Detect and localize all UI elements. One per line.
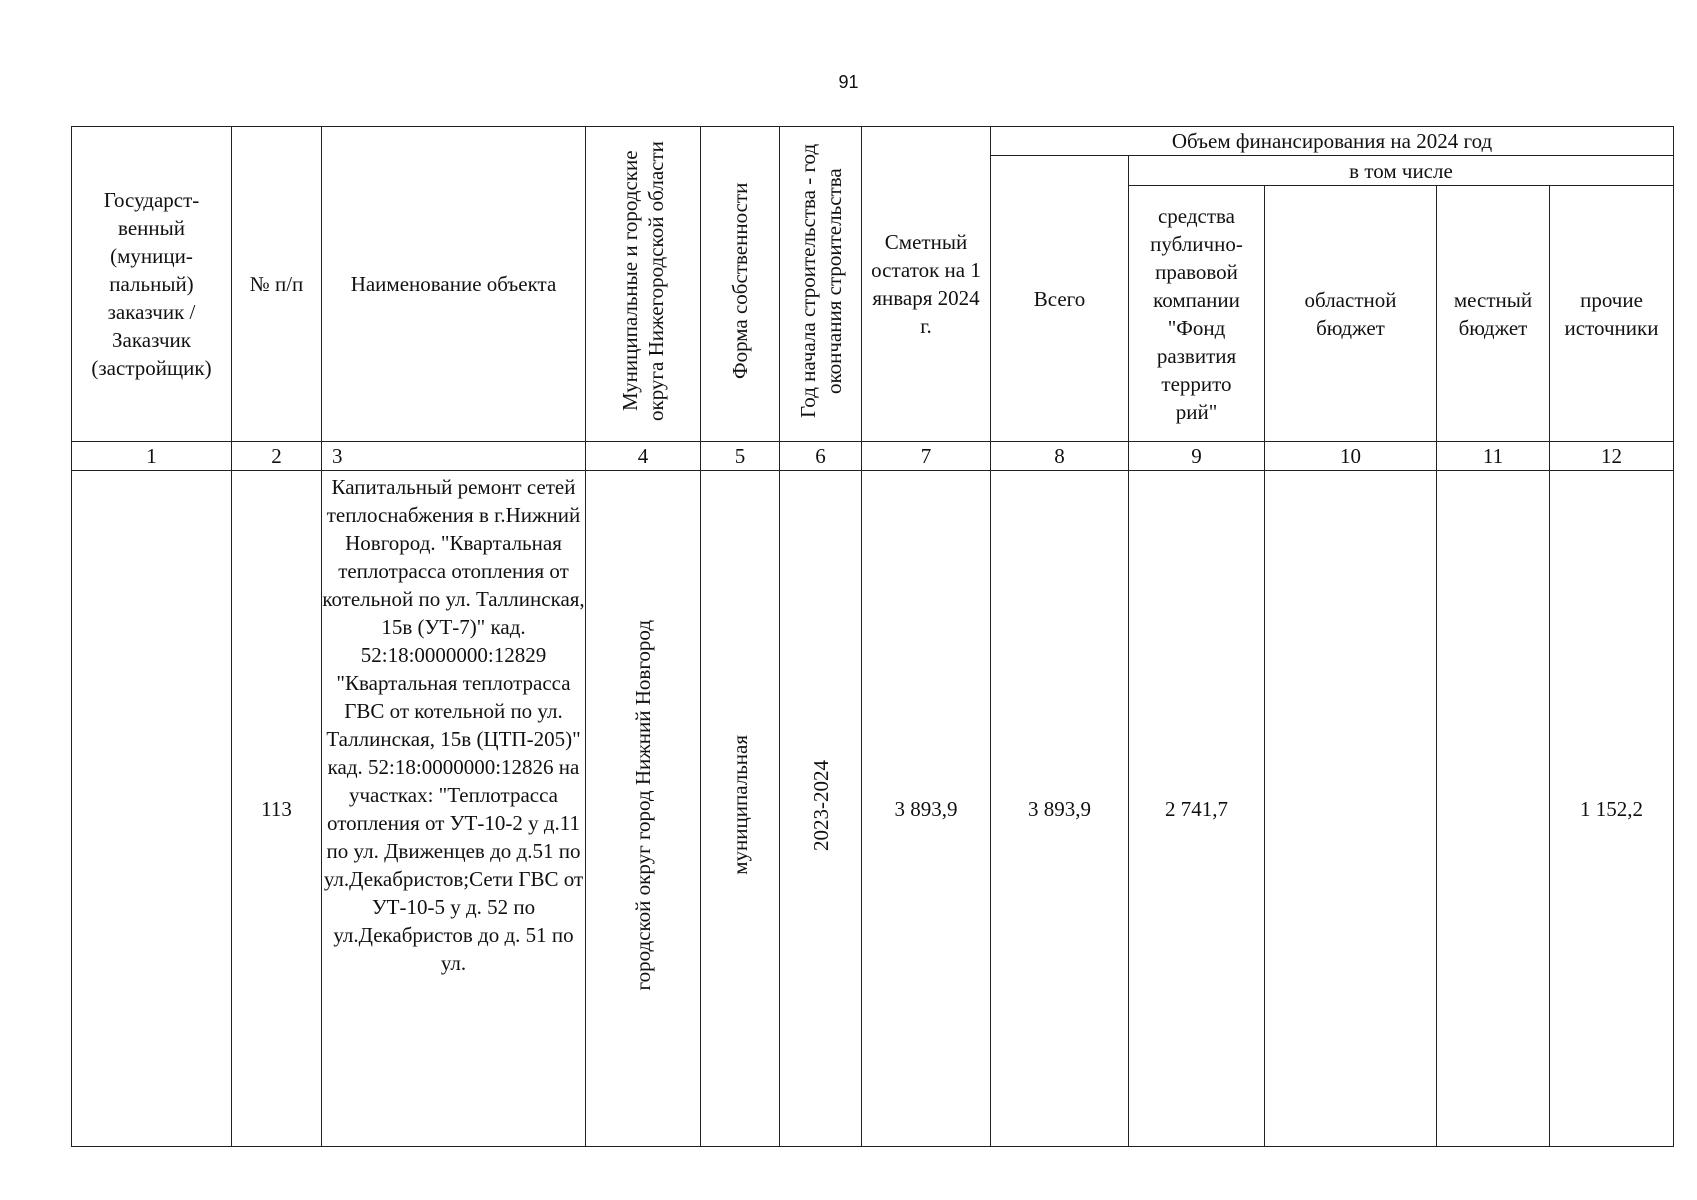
header-other-sources: прочие источники — [1550, 186, 1674, 442]
cell-estimate-balance: 3 893,9 — [862, 471, 991, 1147]
cell-row-no: 113 — [232, 471, 322, 1147]
header-ownership-label: Форма собственности — [728, 182, 752, 379]
cell-object-name — [322, 471, 586, 1147]
page-number: 91 — [838, 72, 859, 92]
header-local-budget: местный бюджет — [1437, 186, 1550, 442]
column-number: 1 — [72, 442, 232, 471]
cell-years — [780, 471, 862, 1147]
header-including: в том числе — [1129, 156, 1674, 186]
column-number: 12 — [1550, 442, 1674, 471]
cell-ownership-text: муниципальная — [728, 735, 752, 875]
header-years — [780, 127, 862, 442]
cell-customer — [72, 471, 232, 1147]
column-number: 7 — [862, 442, 991, 471]
header-customer: Государст-венный (муници-пальный) заказчик / Заказчик (застройщик) — [72, 127, 232, 442]
header-row-no: № п/п — [232, 127, 322, 442]
header-total: Всего — [991, 156, 1129, 442]
header-ownership — [701, 127, 780, 442]
cell-municipality — [586, 471, 701, 1147]
header-financing-title: Объем финансирования на 2024 год — [991, 127, 1674, 156]
column-number: 5 — [701, 442, 780, 471]
cell-object-name-text: Капитальный ремонт сетей теплоснабжения в г.Нижний Новгород. "Квартальная теплотрасса отопления от котельной по ул. Таллинская, 15в (УТ-7)" кад. 52:18:0000000:12829 "Квартальная теплотрасса ГВС от котельной по ул. Таллинская, 15в (ЦТП-205)" кад. 52:18:0000000:12826 на участках: "Теплотрасса отопления от УТ-10-2 у д.11 по ул. Движенцев до д.51 по ул.Декабристов;Сети ГВС от УТ-10-5 у д. 52 по ул.Декабристов до д. 51 по ул. — [322, 474, 585, 975]
cell-years-text: 2023-2024 — [808, 759, 833, 851]
cell-total: 3 893,9 — [991, 471, 1129, 1147]
table-row — [72, 471, 1674, 1147]
column-number: 2 — [232, 442, 322, 471]
header-regional-budget: областной бюджет — [1265, 186, 1437, 442]
column-number: 10 — [1265, 442, 1437, 471]
cell-other-sources: 1 152,2 — [1550, 471, 1674, 1147]
cell-fund: 2 741,7 — [1129, 471, 1265, 1147]
column-number: 9 — [1129, 442, 1265, 471]
header-municipality — [586, 127, 701, 442]
column-number: 4 — [586, 442, 701, 471]
column-number: 11 — [1437, 442, 1550, 471]
column-number: 3 — [322, 442, 586, 471]
cell-regional-budget — [1265, 471, 1437, 1147]
cell-ownership — [701, 471, 780, 1147]
header-years-label: Год начала строительства - год окончания строительства — [795, 143, 846, 418]
header-fund: средства публично-правовой компании "Фонд развития террито рий" — [1129, 186, 1265, 442]
cell-local-budget — [1437, 471, 1550, 1147]
header-object-name: Наименование объекта — [322, 127, 586, 442]
column-number: 6 — [780, 442, 862, 471]
header-estimate-balance: Сметный остаток на 1 января 2024 г. — [862, 127, 991, 442]
header-municipality-label: Муниципальные и городские округа Нижегородской области — [618, 140, 668, 421]
financing-table — [71, 126, 1674, 1147]
cell-municipality-text: городской округ город Нижний Новгород — [631, 619, 655, 991]
column-number: 8 — [991, 442, 1129, 471]
